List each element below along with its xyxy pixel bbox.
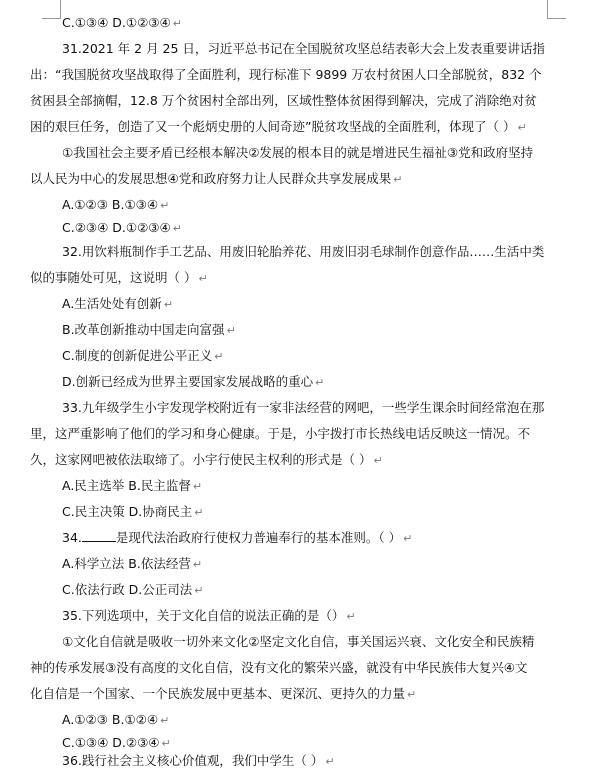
q35-statements-line-1: ①文化自信就是吸收一切外来文化②坚定文化自信，事关国运兴衰、文化安全和民族精: [62, 634, 535, 649]
q35-stem: 35.下列选项中，关于文化自信的说法正确的是（） ↵: [62, 608, 356, 623]
q30-options-cd: C.①③④ D.①②③④ ↵: [62, 15, 182, 30]
q31-options-ab: A.①②③ B.①③④ ↵: [62, 197, 170, 212]
q31-stem-line-4: 困的艰巨任务，创造了又一个彪炳史册的人间奇迹”脱贫攻坚战的全面胜利，体现了（ ） ↵: [30, 119, 527, 134]
q31-statements-line-1: ①我国社会主要矛盾已经根本解决②发展的根本目的就是增进民生福祉③党和政府坚持: [62, 145, 534, 160]
q33-stem-line-2: 里，这严重影响了他们的学习和身心健康。于是，小宇拨打市长热线电话反映这一情况。不: [30, 426, 531, 441]
q33-options-cd: C.民主决策 D.协商民主 ↵: [62, 504, 204, 519]
q32-option-d: D.创新已经成为世界主要国家发展战略的重心 ↵: [62, 374, 325, 389]
q32-option-a: A.生活处处有创新 ↵: [62, 296, 174, 311]
q34-blank: [82, 529, 116, 542]
q31-stem-line-3: 贫困县全部摘帽，12.8 万个贫困村全部出列，区域性整体贫困得到解决，完成了消除绝对贫: [30, 93, 537, 108]
q31-options-cd: C.②③④ D.①②③④ ↵: [62, 220, 182, 235]
q34-options-ab: A.科学立法 B.依法经营 ↵: [62, 556, 203, 571]
q32-stem-line-2: 似的事随处可见，这说明（ ） ↵: [30, 270, 208, 285]
q33-options-ab: A.民主选举 B.民主监督 ↵: [62, 478, 203, 493]
q32-stem-line-1: 32.用饮料瓶制作手工艺品、用废旧轮胎养花、用废旧羽毛球制作创意作品……生活中类: [62, 244, 545, 259]
page-corner-mark-right: [547, 0, 566, 19]
q35-options-cd: C.①③④ D.②③④ ↵: [62, 735, 171, 750]
q34-stem: 34. 是现代法治政府行使权力普遍奉行的基本准则。（ ） ↵: [62, 530, 413, 545]
q33-stem-line-1: 33.九年级学生小宇发现学校附近有一家非法经营的网吧，一些学生课余时间经常泡在那: [62, 400, 545, 415]
q31-stem-line-2: 出：“我国脱贫攻坚战取得了全面胜利，现行标准下 9899 万农村贫困人口全部脱贫，832 个: [30, 67, 542, 82]
q35-statements-line-2: 神的传承发展③没有高度的文化自信，没有文化的繁荣兴盛，就没有中华民族伟大复兴④文: [30, 660, 528, 675]
q31-statements-line-2: 以人民为中心的发展思想④党和政府努力让人民群众共享发展成果 ↵: [30, 171, 403, 186]
q35-statements-line-3: 化自信是一个国家、一个民族发展中更基本、更深沉、更持久的力量 ↵: [30, 686, 417, 701]
q34-options-cd: C.依法行政 D.公正司法 ↵: [62, 582, 204, 597]
page-corner-mark-left: [42, 0, 61, 19]
q32-option-c: C.制度的创新促进公平正义 ↵: [62, 348, 224, 363]
q32-option-b: B.改革创新推动中国走向富强 ↵: [62, 322, 236, 337]
q35-options-ab: A.①②③ B.①②④ ↵: [62, 712, 170, 727]
q31-stem-line-1: 31.2021 年 2 月 25 日，习近平总书记在全国脱贫攻坚总结表彰大会上发表重要讲话指: [62, 41, 545, 56]
q33-stem-line-3: 久，这家网吧被依法取缔了。小宇行使民主权利的形式是（ ） ↵: [30, 452, 383, 467]
q36-stem: 36.践行社会主义核心价值观，我们中学生（ ） ↵: [62, 753, 335, 768]
